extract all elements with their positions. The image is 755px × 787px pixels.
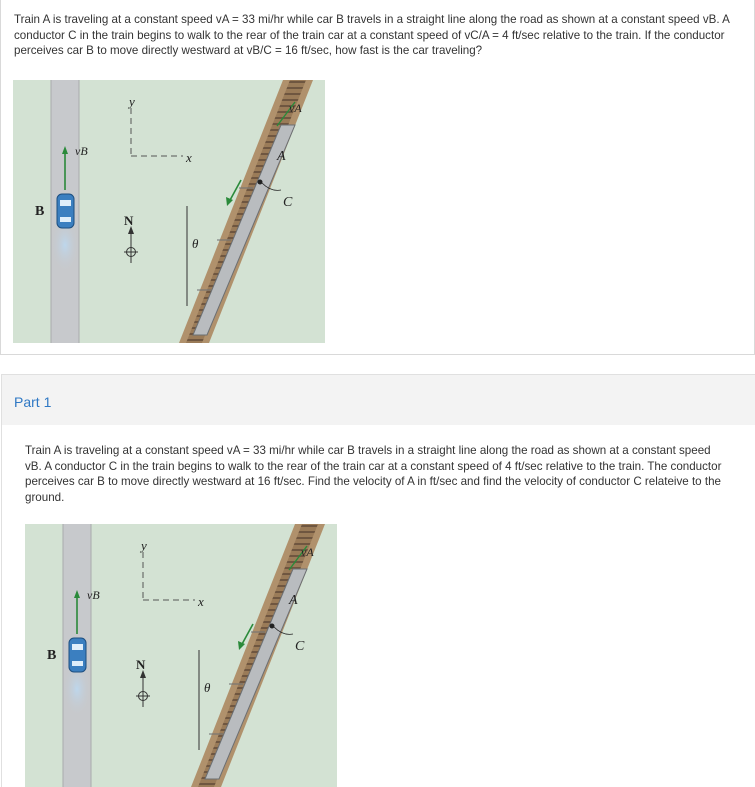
label-b: B — [35, 204, 45, 219]
label-n: N — [124, 213, 134, 228]
label-a: A — [289, 593, 298, 608]
label-a: A — [277, 149, 286, 164]
label-b: B — [47, 648, 57, 663]
label-x: x — [198, 594, 204, 609]
label-y: y — [141, 538, 147, 553]
part-figure — [25, 524, 337, 787]
label-va: vA — [289, 101, 302, 115]
part-title[interactable]: Part 1 — [14, 394, 52, 410]
car-b — [57, 194, 74, 228]
problem-figure — [13, 80, 325, 343]
label-n: N — [136, 657, 146, 672]
label-c: C — [295, 639, 305, 654]
car-b — [69, 638, 86, 672]
label-y: y — [129, 94, 135, 109]
label-c: C — [283, 195, 293, 210]
label-theta: θ — [192, 236, 199, 251]
label-va: vA — [301, 545, 314, 559]
label-vb: vB — [87, 588, 100, 602]
conductor-c — [258, 180, 263, 185]
part-header — [1, 374, 755, 426]
label-theta: θ — [204, 680, 211, 695]
label-vb: vB — [75, 144, 88, 158]
part-statement: Train A is traveling at a constant speed vA = 33 mi/hr while car B travels in a straight line along the road as shown at a constant speed vB. A conductor C in the train begins to walk to the rear of the train car at a constant speed of 4 ft/sec relative to the train. The conductor perceives car B to move directly westward at 16 ft/sec. Find the velocity of A in ft/sec and find the velocity of conductor C relateive to the ground. — [25, 444, 722, 504]
problem-statement: Train A is traveling at a constant speed vA = 33 mi/hr while car B travels in a straight line along the road as shown at a constant speed vB. A conductor C in the train begins to walk to the rear of the train car at a constant speed of vC/A = 4 ft/sec relative to the train. If the conductor perceives car B to move directly westward at vB/C = 16 ft/sec, how fast is the car traveling? — [14, 13, 730, 58]
label-x: x — [186, 150, 192, 165]
